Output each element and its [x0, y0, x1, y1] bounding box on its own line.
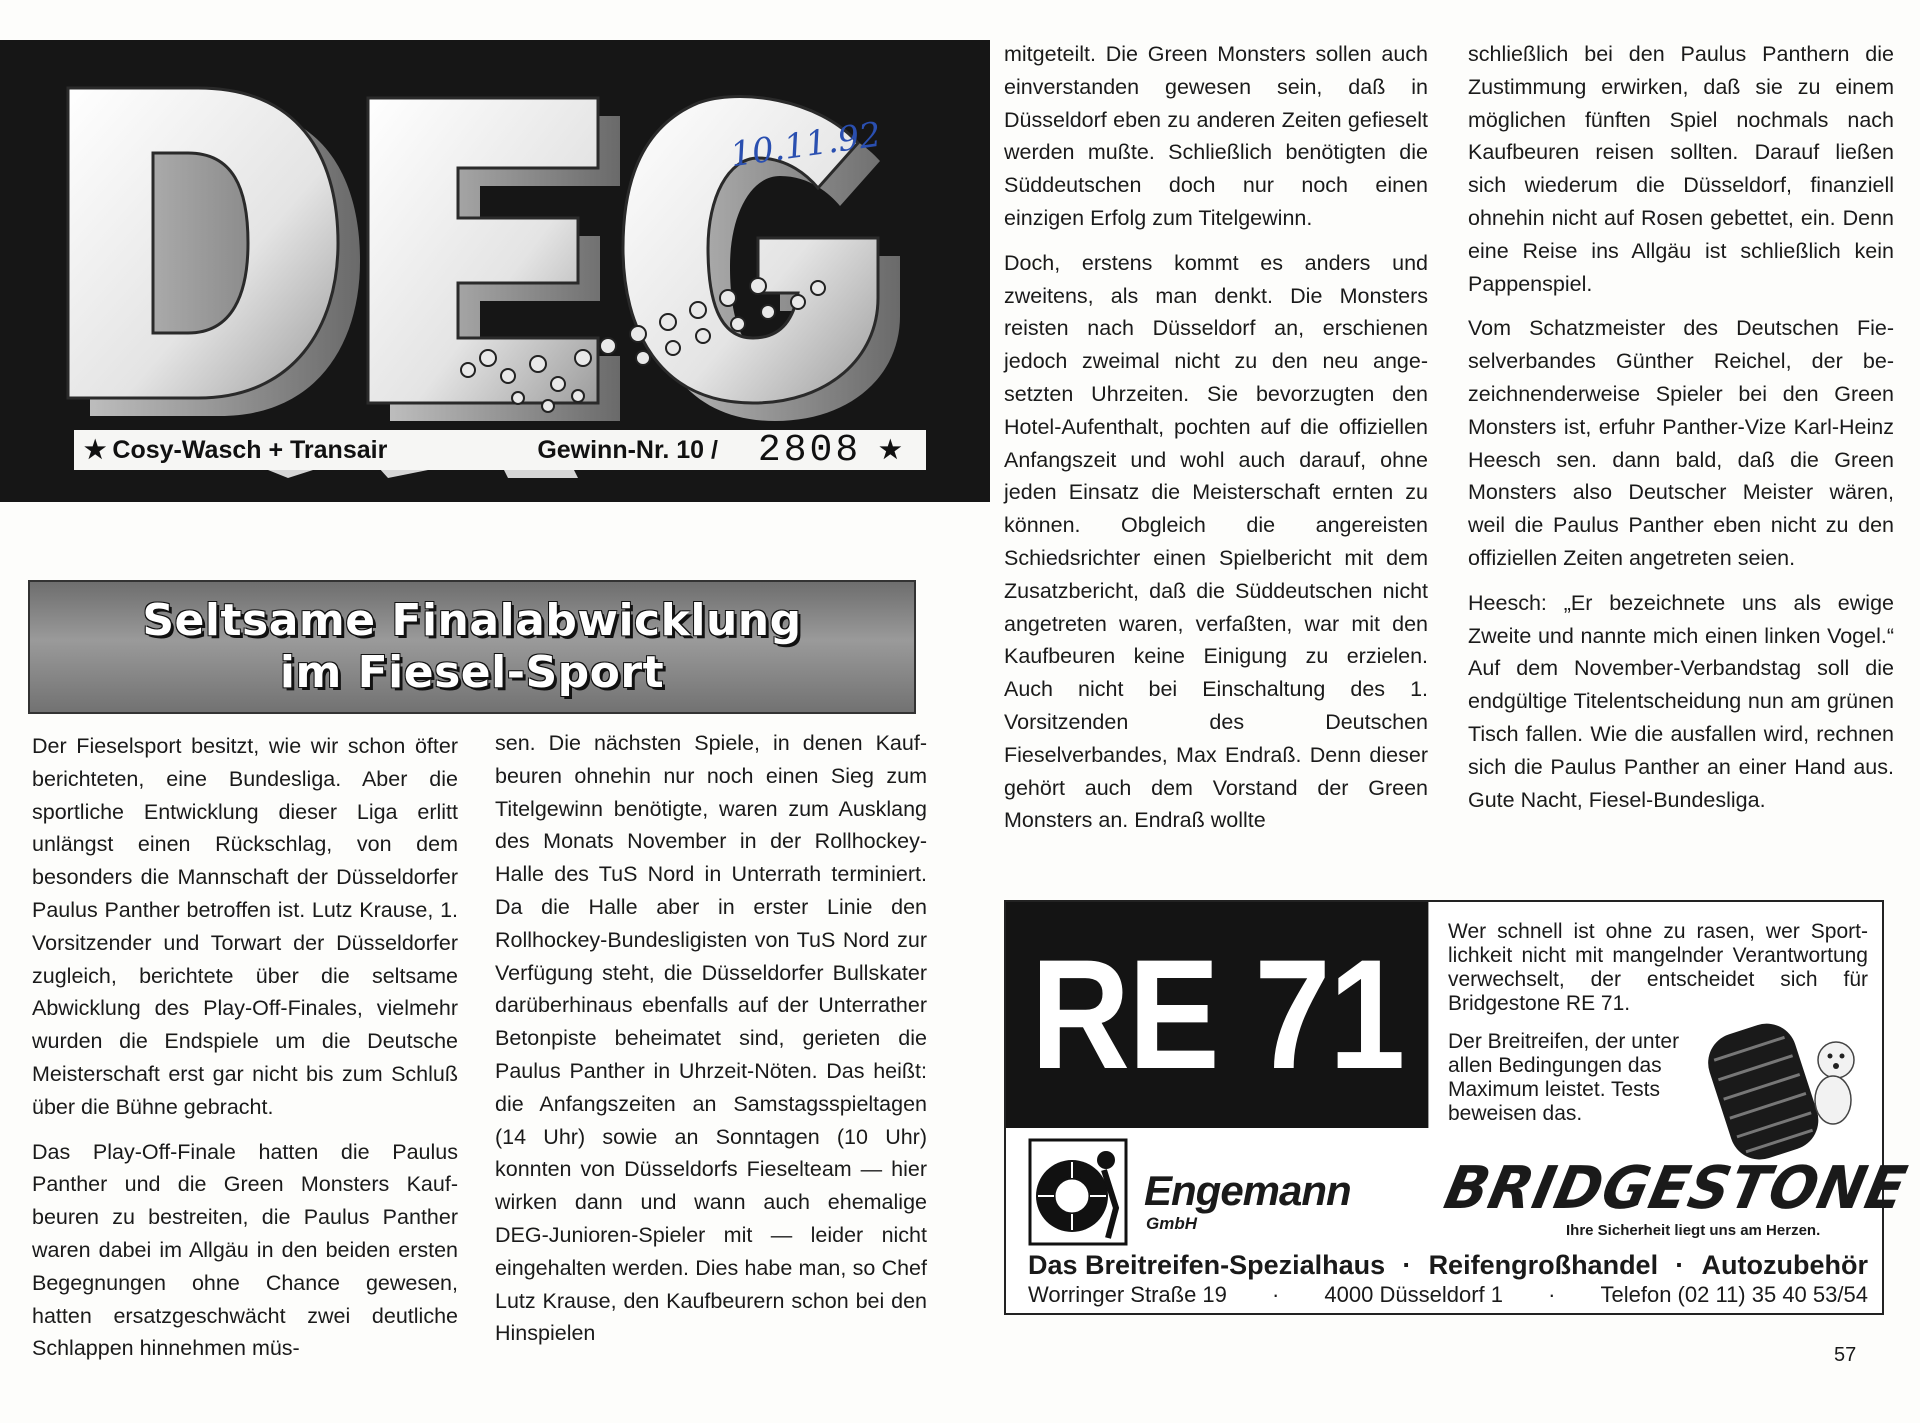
article-column-2 — [495, 727, 927, 1362]
phone: Telefon (02 11) 35 40 53/54 — [1600, 1282, 1868, 1307]
bridgestone-logo: BRIDGESTONE — [1438, 1154, 1913, 1223]
sponsor-name: Cosy-Wasch + Transair — [112, 435, 388, 464]
gewinn-label: Gewinn-Nr. 10 / — [537, 435, 718, 464]
engemann-name: Engemann — [1144, 1167, 1351, 1214]
tire-advertisement — [1004, 900, 1913, 1315]
article-column-1 — [32, 730, 458, 1377]
business-item: Das Breitreifen-Spezialhaus — [1028, 1250, 1386, 1280]
star-icon: ★ — [879, 436, 902, 464]
separator: · — [1548, 1282, 1556, 1307]
ad-headline: RE 71 — [1006, 902, 1428, 1128]
paragraph: Das Play-Off-Finale hatten die Paulus Panther und die Green Monsters Kaufbeuren zu bestreiten, die Paulus Panther waren dabei im Allgäu in den beiden ersten Begegnungen ohne Chance gewesen, hatten ersatzgeschwächt zwei deutliche Schlappen hinnehmen müs- — [32, 1139, 458, 1361]
street-address: Worringer Straße 19 — [1028, 1282, 1227, 1307]
paragraph: Vom Schatzmeister des Deutschen Fieselverbandes Günther Reichel, der bezeichnenderweise Spieler bei den Green Monsters ist, erfuhr Panther-Vize Karl-Heinz Heesch sen. dann bald, daß die Green Monsters also Deutscher Meister wären, weil die Paulus Panther eben nicht zu den offiziellen Zeiten angetreten seien. — [1468, 316, 1894, 570]
article-column-3 — [1004, 38, 1428, 849]
paragraph: Der Fieselsport besitzt, wie wir schon öfter berichteten, eine Bundesliga. Aber die sportliche Entwicklung dieser Liga erlitt unlängst einen Rückschlag, von dem besonders die Mannschaft der Düsseldorfer Paulus Panther betroffen ist. Lutz Krause, 1. Vorsitzender und Torwart der Düsseldorfer zugleich, berichtete über die seltsame Abwicklung des Play-Off-Finales, vielmehr wurden die Endspiele um die Deutsche Meisterschaft erst gar nicht bis zum Schluß über die Bühne gebracht. — [32, 734, 458, 1119]
engemann-gmbh: GmbH — [1146, 1214, 1197, 1233]
address-line — [1028, 1282, 1868, 1308]
paragraph: schließlich bei den Paulus Panthern die Zustimmung erwirken, daß sie zu einem möglichen fünften Spiel nochmals nach Kaufbeuren reisen sollten. Darauf ließen sich wiederum die Düsseldorf, finanziell ohnehin nicht auf Rosen gebettet, ein. Denn eine Reise ins Allgäu ist schließlich kein Pappenspiel. — [1468, 42, 1894, 296]
gewinn-number: 2808 — [757, 428, 862, 472]
headline-line-2: im Fiesel-Sport — [279, 647, 665, 698]
engemann-logo — [1028, 1138, 1128, 1246]
separator: · — [1402, 1250, 1412, 1280]
ad-copy-1: Wer schnell ist ohne zu rasen, wer Sportlichkeit nicht mit mangelnder Verantwortung verwechselt, der entscheidet sich für Bridgestone RE 71. — [1448, 920, 1868, 1015]
sponsor-bar — [74, 430, 926, 470]
business-line — [1028, 1250, 1868, 1281]
paragraph: mitgeteilt. Die Green Monsters sollen auch einverstanden gewesen sein, daß in Düsseldorf eben zu anderen Zeiten gefieselt werden mußte. Schließlich benötigten die Süddeutschen doch nur noch einen einzigen Erfolg zum Titelgewinn. — [1004, 42, 1428, 230]
paragraph: Heesch: „Er bezeichnete uns als ewige Zweite und nannte mich einen linken Vogel.“ Auf dem November-Verbandstag soll die endgültige Titelentscheidung nun am grünen Tisch fallen. Wie die ausfallen wird, rechnen sich die Paulus Panther an einer Hand aus. Gute Nacht, Fiesel-Bundesliga. — [1468, 590, 1894, 812]
paragraph: Doch, erstens kommt es anders und zweitens, als man denkt. Die Monsters reisten nach Düsseldorf an, erschienen jedoch zweimal nicht zu den neu angesetzten Uhrzeiten. Sie bevorzugten den Hotel-Aufenthalt, pochten auf die offiziellen Anfangszeit und wohl auch darauf, ohne jeden Einsatz die Meisterschaft ernten zu können. Obgleich die angereisten Schiedsrichter einen Spielbericht mit dem Zusatzbericht, daß die Süddeutschen nicht angetreten waren, verfaßten, war mit den Kaufbeuren keine Einigung zu erzielen. Auch nicht bei Einschaltung des 1. Vorsitzenden des Deutschen Fieselverbandes, Max Endraß. Denn dieser gehört auch dem Vorstand der Green Monsters an. Endraß wollte — [1004, 250, 1428, 833]
star-icon: ★ — [84, 436, 107, 464]
separator: · — [1272, 1282, 1280, 1307]
article-headline — [28, 580, 916, 714]
page-number: 57 — [1834, 1344, 1857, 1366]
business-item: Autozubehör — [1701, 1250, 1868, 1280]
city: 4000 Düsseldorf 1 — [1324, 1282, 1503, 1307]
ad-copy-2: Der Breitreifen, der unter allen Bedingungen das Maximum leistet. Tests beweisen das. — [1448, 1030, 1680, 1125]
paragraph: sen. Die nächsten Spiele, in denen Kaufbeuren ohnehin nur noch einen Sieg zum Titelgewinn benötigte, waren zum Ausklang des Monats November in der Rollhockey-Halle des TuS Nord in Unterrath terminiert. Da die Halle aber in erster Linie den Rollhockey-Bundesligisten von TuS Nord zur Verfügung steht, die Düsseldorfer Bullskater darüberhinaus ebenfalls auf der Unterrather Betonpiste beheimatet sind, gerieten die Paulus Panther in Uhrzeit-Nöten. Das heißt: die Anfangszeiten an Samstagsspieltagen (14 Uhr) sowie an Sonntagen (10 Uhr) konnten von Düsseldorfs Fieselteam — hier wirken dann und wann auch ehemalige DEG-Junioren-Spieler mit — leider nicht eingehalten werden. Dies habe man, so Chef Lutz Krause, den Kaufbeurern schon bei den Hinspielen — [495, 731, 927, 1346]
article-column-4 — [1468, 38, 1894, 828]
bridgestone-slogan: Ihre Sicherheit liegt uns am Herzen. — [1566, 1222, 1821, 1239]
headline-line-1: Seltsame Finalabwicklung — [142, 595, 802, 646]
separator: · — [1675, 1250, 1685, 1280]
handwritten-date: 10.11.92 — [727, 114, 884, 176]
tire-icon — [1698, 1010, 1868, 1160]
masthead-banner — [0, 40, 990, 502]
business-item: Reifengroßhandel — [1428, 1250, 1659, 1280]
